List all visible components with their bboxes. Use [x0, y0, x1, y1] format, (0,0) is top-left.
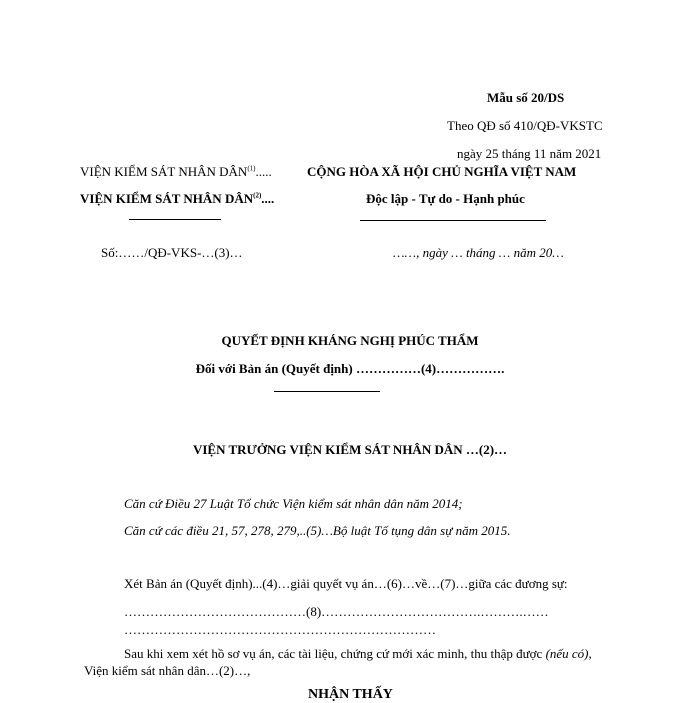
- form-basis: Theo QĐ số 410/QĐ-VKSTC: [447, 118, 603, 133]
- agency-line-2: [80, 191, 274, 207]
- party-dots-line-1: ……………………………………(8)……………………………….……….……: [124, 604, 549, 619]
- document-number: Số:……/QĐ-VKS-…(3)…: [101, 245, 243, 260]
- after-review-statement: [124, 646, 592, 662]
- form-code: Mẫu số 20/DS: [487, 90, 565, 105]
- decision-title: QUYẾT ĐỊNH KHÁNG NGHỊ PHÚC THẨM: [221, 333, 479, 348]
- agency-line-1: [80, 164, 272, 180]
- right-header-divider: [360, 220, 546, 221]
- after-review-text: Sau khi xem xét hồ sơ vụ án, các tài liệu, chứng cứ mới xác minh, thu thập được: [124, 646, 546, 661]
- after-review-line-2: Viện kiểm sát nhân dân…(2)…,: [84, 663, 251, 678]
- agency-line-2-text: VIỆN KIỂM SÁT NHÂN DÂN: [80, 191, 254, 206]
- left-header-divider: [129, 219, 221, 220]
- after-review-note: (nếu có): [545, 646, 589, 661]
- place-date: ……, ngày … tháng … năm 20…: [393, 245, 564, 260]
- footnote-2: (2): [253, 191, 262, 200]
- authority-heading: VIỆN TRƯỞNG VIỆN KIỂM SÁT NHÂN DÂN …(2)…: [192, 442, 508, 457]
- country-name: CỘNG HÒA XÃ HỘI CHỦ NGHĨA VIỆT NAM: [307, 164, 577, 179]
- title-divider: [274, 391, 380, 392]
- agency-line-1-tail: .....: [255, 164, 272, 179]
- agency-line-2-tail: ....: [261, 191, 275, 206]
- after-review-comma: ,: [588, 646, 592, 661]
- agency-line-1-text: VIỆN KIỂM SÁT NHÂN DÂN: [80, 164, 248, 179]
- decision-subtitle: Đối với Bản án (Quyết định) ……………(4)…………….: [195, 361, 505, 376]
- legal-basis-2: Căn cứ các điều 21, 57, 278, 279,..(5)…Bộ luật Tố tụng dân sự năm 2015.: [124, 523, 511, 538]
- national-motto: Độc lập - Tự do - Hạnh phúc: [366, 191, 525, 206]
- review-statement: Xét Bản án (Quyết định)...(4)…giải quyết vụ án…(6)…về…(7)…giữa các đương sự:: [124, 576, 568, 591]
- legal-basis-1: Căn cứ Điều 27 Luật Tổ chức Viện kiểm sát nhân dân năm 2014;: [124, 496, 463, 511]
- form-date: ngày 25 tháng 11 năm 2021: [457, 146, 602, 161]
- party-dots-line-2: ………………………………………………………………: [124, 622, 436, 637]
- finding-heading: NHẬN THẤY: [308, 687, 393, 702]
- footnote-1: (1): [247, 164, 256, 173]
